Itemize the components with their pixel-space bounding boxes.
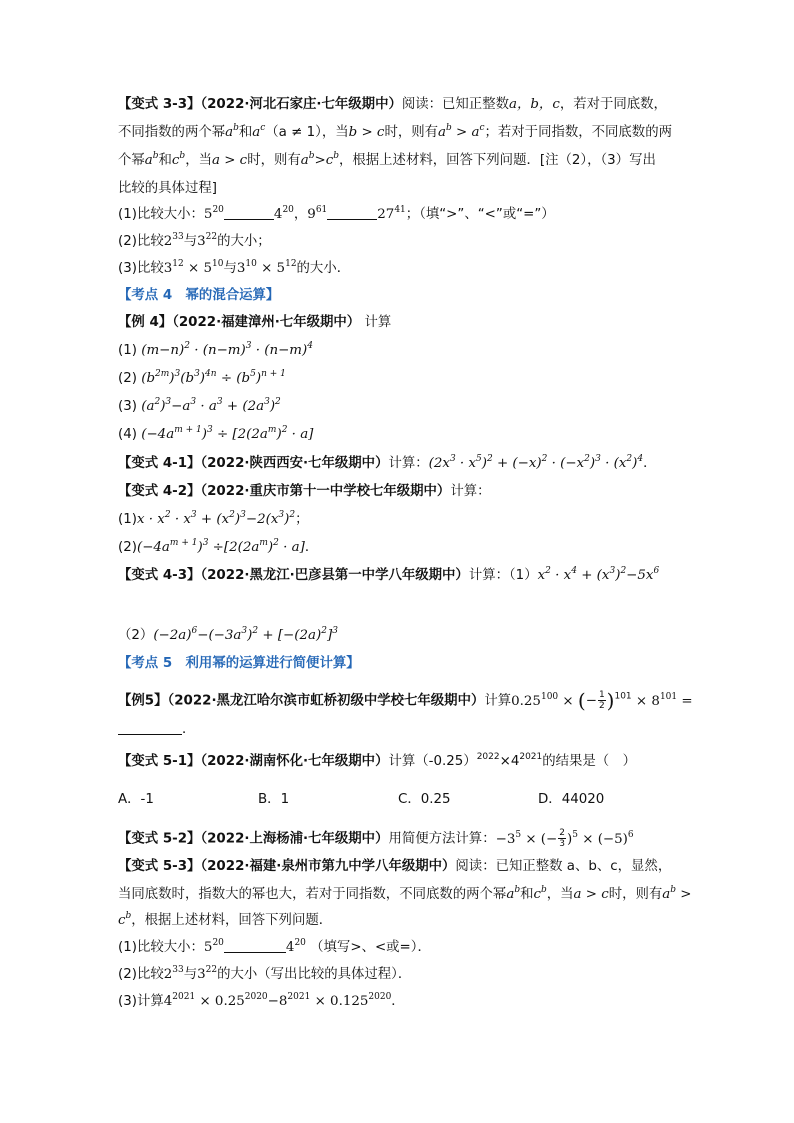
v43-item-2: $(2)(-2a)^6-(-3a^3)^2 + [-(2a)^2]^3$ (118, 626, 338, 643)
answer-blank[interactable] (224, 206, 274, 220)
v53-line2: 当同底数时，指数大的幂也大，若对于同指数，不同底数的两个幂$a^b$和$c^b$，当a > c时，则有$a^b$ > (118, 885, 692, 902)
ex4-item-4: (4) $(-4a^{m + 1})^3 \div [2(2a^m)^2 \cdot a]$ (118, 425, 314, 442)
ex4-header: 【例 4】（2022·福建漳州·七年级期中） 计算 (118, 315, 392, 330)
v42-item-1: $(1)x \cdot x^2 \cdot x^3 + (x^2)^3-2(x^3)^2$； (118, 510, 309, 527)
v33-q3: (3)比较$3^{12} \times 5^{10}$与$3^{10} \times 5^{12}$的大小． (118, 259, 351, 276)
v53-q3: (3)计算$4^{2021} \times 0.25^{2020}-8^{2021} \times 0.125^{2020}$． (118, 992, 405, 1009)
answer-blank[interactable] (118, 721, 182, 735)
v33-q1: (1)比较大小：$5^{20}$ $4^{20}$，$9^{61}$ $27^{41}$；（填“>”、“<”或“=”） (118, 205, 555, 222)
v42-item-2: $(2)(-4a^{m + 1})^3 \div[2(2a^m)^2 \cdot a]$． (118, 538, 319, 555)
v33-tag: 【变式 3-3】 (118, 97, 201, 112)
v53-line3: $c^b$，根据上述材料，回答下列问题． (118, 911, 333, 928)
v33-line3: 个幂$a^b$和$c^b$，当a > c时，则有$a^b>c^b$，根据上述材料，回答下列问题．[注（2），（3）写出 (118, 151, 656, 168)
option-d[interactable]: D．44020 (538, 792, 605, 807)
v53-line1: 【变式 5-3】（2022·福建·泉州市第九中学八年级期中）阅读：已知正整数 a、b、c，显然， (118, 859, 672, 874)
section-heading-5: 【考点 5 利用幂的运算进行简便计算】 (118, 656, 360, 671)
ex4-item-1: (1) $(m-n)^2 \cdot (n-m)^3 \cdot (n-m)^4$ (118, 341, 313, 358)
option-c[interactable]: C．0.25 (398, 792, 451, 807)
v53-q1: (1)比较大小：$5^{20}$ $4^{20}$ （填写>、<或=）． (118, 938, 431, 955)
v33-line1: 【变式 3-3】（2022·河北石家庄·七年级期中）阅读：已知正整数a，b，c，若对于同底数， (118, 97, 667, 112)
fraction-one-half: $\frac{1}{2}$ (598, 690, 605, 711)
fraction-two-thirds: $\frac{2}{3}$ (559, 828, 565, 849)
ex4-item-2: (2) $(b^{2m})^3(b^3)^{4n} \div (b^5)^{n + 1}$ (118, 369, 286, 386)
section-heading-4: 【考点 4 幂的混合运算】 (118, 288, 280, 303)
v53-q2: (2)比较$2^{33}$与$3^{22}$的大小（写出比较的具体过程）． (118, 965, 412, 982)
v43: 【变式 4-3】（2022·黑龙江·巴彦县第一中学八年级期中）计算：$(1)x^2 \cdot x^4 + (x^3)^2-5x^6$ (118, 566, 660, 583)
answer-blank[interactable] (224, 939, 286, 953)
v33-line4: 比较的具体过程] (118, 181, 217, 196)
answer-blank[interactable] (327, 206, 377, 220)
v33-q2: (2)比较$2^{33}$与$3^{22}$的大小； (118, 232, 271, 249)
v42: 【变式 4-2】（2022·重庆市第十一中学校七年级期中）计算： (118, 484, 491, 499)
option-a[interactable]: A．-1 (118, 792, 154, 807)
v33-source: （2022·河北石家庄·七年级期中） (200, 97, 402, 112)
v41: 【变式 4-1】（2022·陕西西安·七年级期中）计算：$(2x^3 \cdot x^5)^2 + (-x)^2 \cdot (-x^2)^3 \cdot (x^2)^4$． (118, 454, 657, 471)
ex4-item-3: (3) $(a^2)^3-a^3 \cdot a^3 + (2a^3)^2$ (118, 397, 281, 414)
v52: 【变式 5-2】（2022·上海杨浦·七年级期中）用简便方法计算：$-3^5$ × (− $\frac{2}{3}$ )$^5 \times (-5)^6$ (118, 828, 634, 849)
option-b[interactable]: B．1 (258, 792, 290, 807)
v33-line2: 不同指数的两个幂$a^b$和$a^c(a \ne 1)$，当b > c时，则有$a^b > a^c$；若对于同指数，不同底数的两 (118, 123, 672, 140)
v51: 【变式 5-1】（2022·湖南怀化·七年级期中）计算$(-0.25)^{2022}\times 4^{2021}$的结果是（ ） (118, 752, 636, 769)
ex5: 【例5】（2022·黑龙江哈尔滨市虹桥初级中学校七年级期中）计算$0.25^{100}$ × (− $\frac{1}{2}$ )$^{101} \times 8^{101}$ = (118, 688, 693, 713)
ex5-answer: ． (118, 720, 195, 740)
